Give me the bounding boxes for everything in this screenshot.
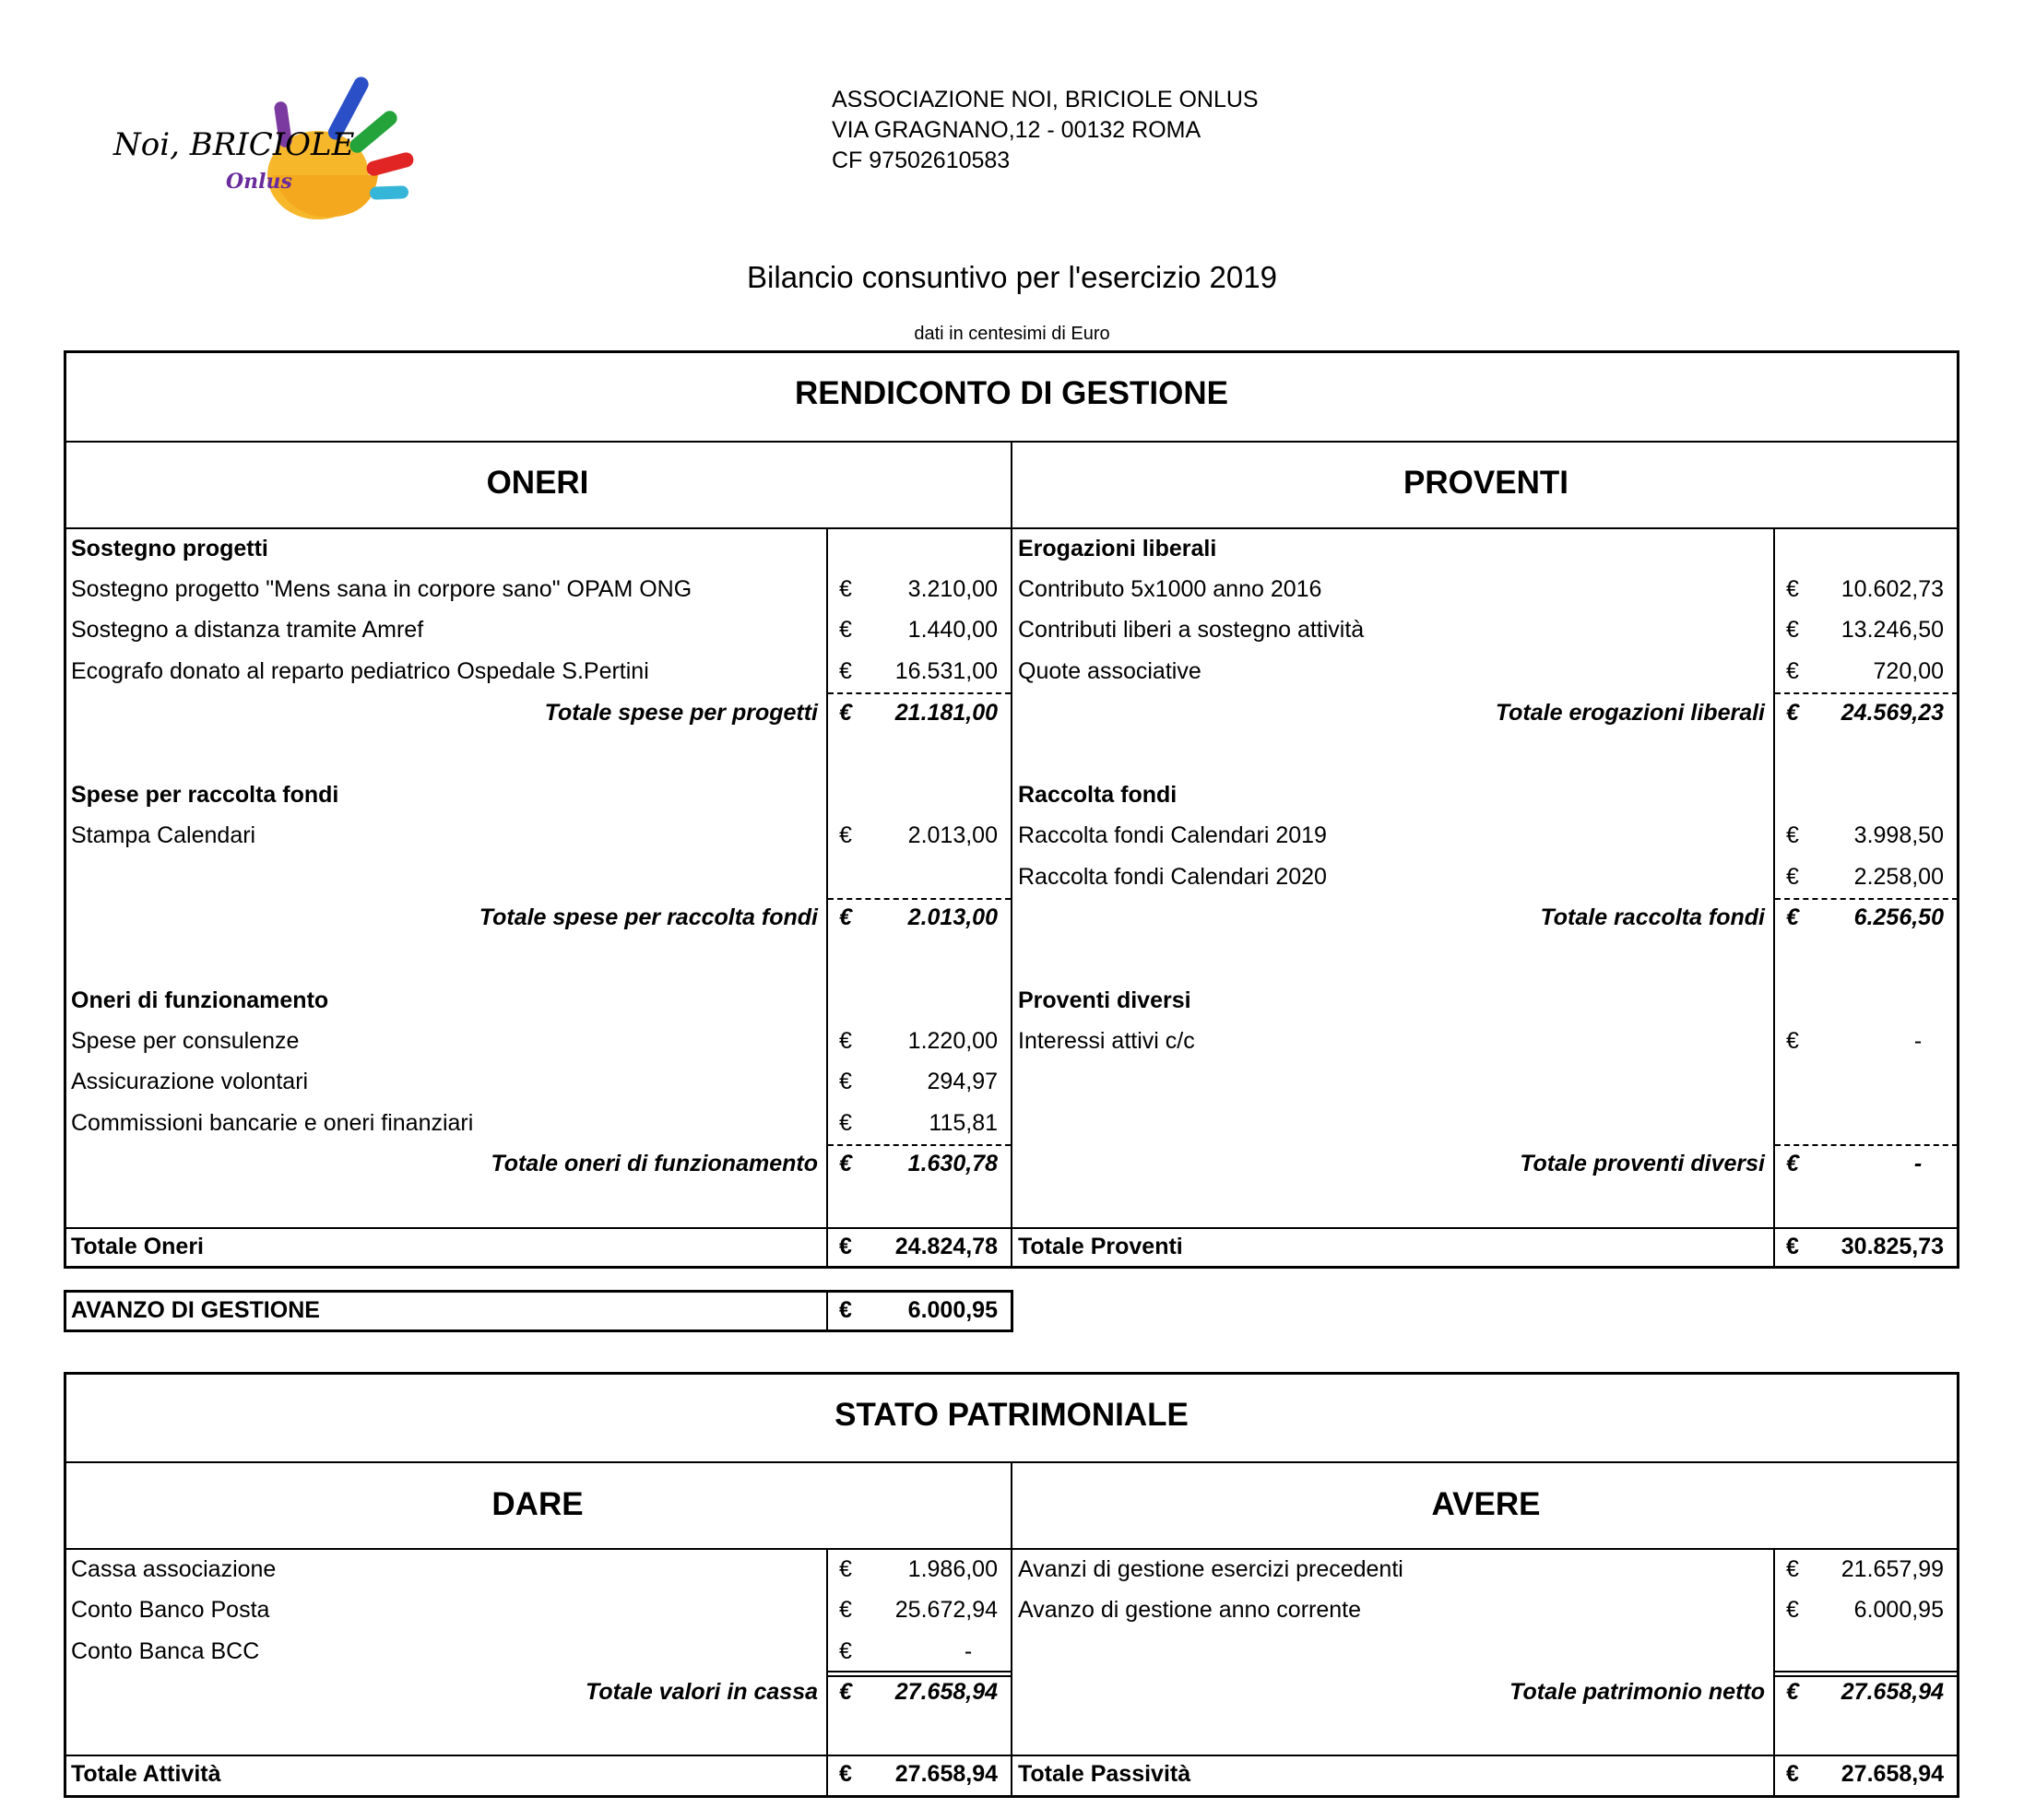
row-value: 294,97 (927, 1069, 998, 1094)
subtotal-value: - (1913, 1151, 1923, 1176)
subtotal-value: 24.569,23 (1841, 700, 1944, 726)
currency-symbol: € (839, 1069, 852, 1094)
total-proventi-label: Totale Proventi (1018, 1234, 1183, 1259)
subtotal-label: Totale proventi diversi (1520, 1151, 1765, 1176)
subtotal-label: Totale valori in cassa (586, 1679, 818, 1705)
subtotal-line (1775, 898, 1958, 900)
row-label: Sostegno progetto "Mens sana in corpore sano" OPAM ONG (71, 576, 692, 602)
row-value: 3.210,00 (907, 576, 998, 602)
row-value: 25.672,94 (894, 1597, 998, 1623)
row-label: Conto Banca BCC (71, 1638, 260, 1664)
stato-title: STATO PATRIMONIALE (834, 1397, 1189, 1433)
logo-text: Noi, BRICIOLE (113, 126, 355, 163)
row-label: Assicurazione volontari (71, 1069, 309, 1094)
currency-symbol: € (1786, 822, 1799, 848)
org-name: ASSOCIAZIONE NOI, BRICIOLE ONLUS (832, 87, 1259, 112)
row-value: 2.258,00 (1853, 864, 1944, 890)
row-value: - (1913, 1028, 1923, 1054)
row-label: Sostegno a distanza tramite Amref (71, 617, 424, 643)
subtotal-value: 6.256,50 (1853, 904, 1944, 930)
currency-symbol: € (1786, 1679, 1799, 1705)
org-address: VIA GRAGNANO,12 - 00132 ROMA (832, 117, 1201, 143)
section-title: Proventi diversi (1018, 987, 1191, 1013)
currency-symbol: € (1786, 1597, 1799, 1623)
logo-subtext: Onlus (226, 170, 292, 194)
subtotal-double-line (828, 1671, 1011, 1677)
currency-symbol: € (839, 1297, 852, 1323)
currency-symbol: € (839, 1638, 852, 1664)
section-title: Raccolta fondi (1018, 782, 1178, 808)
subtotal-line (828, 692, 1011, 694)
section-title: Spese per raccolta fondi (71, 782, 339, 808)
row-value: 16.531,00 (894, 658, 998, 684)
currency-symbol: € (1786, 617, 1799, 643)
subtotal-value: 27.658,94 (894, 1679, 998, 1705)
oneri-header: ONERI (486, 465, 589, 501)
currency-symbol: € (1786, 700, 1799, 726)
currency-symbol: € (839, 822, 852, 848)
currency-symbol: € (839, 1234, 852, 1259)
row-label: Avanzo di gestione anno corrente (1018, 1597, 1362, 1623)
row-value: 1.220,00 (907, 1028, 998, 1054)
subtotal-line (828, 1144, 1011, 1146)
subtotal-line (828, 898, 1011, 900)
row-label: Stampa Calendari (71, 822, 256, 848)
row-label: Cassa associazione (71, 1556, 277, 1582)
currency-symbol: € (1786, 1761, 1799, 1787)
subtotal-value: 27.658,94 (1841, 1679, 1944, 1705)
row-label: Avanzi di gestione esercizi precedenti (1018, 1556, 1403, 1582)
row-value: 1.440,00 (907, 617, 998, 643)
currency-symbol: € (1786, 1151, 1799, 1176)
dare-header: DARE (491, 1486, 584, 1522)
row-label: Raccolta fondi Calendari 2019 (1018, 822, 1327, 848)
avanzo-label: AVANZO DI GESTIONE (71, 1297, 320, 1323)
total-passivita-value: 27.658,94 (1841, 1761, 1944, 1787)
currency-symbol: € (839, 1679, 852, 1705)
rendiconto-title: RENDICONTO DI GESTIONE (795, 375, 1228, 411)
row-label: Contributo 5x1000 anno 2016 (1018, 576, 1322, 602)
avanzo-value: 6.000,95 (907, 1297, 998, 1323)
row-value: 6.000,95 (1853, 1597, 1944, 1623)
row-label: Conto Banco Posta (71, 1597, 270, 1623)
total-oneri-value: 24.824,78 (894, 1234, 998, 1259)
currency-symbol: € (1786, 1234, 1799, 1259)
avere-header: AVERE (1431, 1486, 1541, 1522)
section-title: Erogazioni liberali (1018, 536, 1217, 561)
currency-symbol: € (839, 1110, 852, 1136)
row-label: Contributi liberi a sostegno attività (1018, 617, 1365, 643)
row-value: 720,00 (1873, 658, 1944, 684)
total-attivita-label: Totale Attività (71, 1761, 221, 1787)
currency-symbol: € (839, 658, 852, 684)
subtotal-label: Totale erogazioni liberali (1495, 700, 1765, 726)
currency-symbol: € (839, 1028, 852, 1054)
row-label: Interessi attivi c/c (1018, 1028, 1195, 1054)
section-title: Sostegno progetti (71, 536, 268, 561)
subtotal-label: Totale raccolta fondi (1540, 904, 1765, 930)
org-cf: CF 97502610583 (832, 148, 1011, 173)
row-label: Quote associative (1018, 658, 1201, 684)
subtotal-value: 2.013,00 (907, 904, 998, 930)
row-value: - (964, 1638, 973, 1664)
currency-symbol: € (839, 1151, 852, 1176)
divider (1011, 441, 1012, 1269)
subtotal-label: Totale patrimonio netto (1509, 1679, 1765, 1705)
currency-symbol: € (839, 617, 852, 643)
total-proventi-value: 30.825,73 (1841, 1234, 1944, 1259)
divider (826, 1290, 828, 1332)
subtotal-line (1775, 692, 1958, 694)
section-title: Oneri di funzionamento (71, 987, 329, 1013)
currency-symbol: € (839, 576, 852, 602)
currency-symbol: € (1786, 1028, 1799, 1054)
currency-symbol: € (1786, 576, 1799, 602)
row-value: 2.013,00 (907, 822, 998, 848)
page-subtitle: dati in centesimi di Euro (914, 324, 1110, 344)
row-value: 3.998,50 (1853, 822, 1944, 848)
page-title: Bilancio consuntivo per l'esercizio 2019 (747, 260, 1277, 294)
proventi-header: PROVENTI (1403, 465, 1568, 501)
currency-symbol: € (839, 1597, 852, 1623)
currency-symbol: € (1786, 904, 1799, 930)
row-label: Raccolta fondi Calendari 2020 (1018, 864, 1327, 890)
subtotal-label: Totale spese per progetti (544, 700, 818, 726)
total-attivita-value: 27.658,94 (894, 1761, 998, 1787)
currency-symbol: € (839, 700, 852, 726)
total-oneri-label: Totale Oneri (71, 1234, 205, 1259)
row-label: Commissioni bancarie e oneri finanziari (71, 1110, 474, 1136)
row-label: Ecografo donato al reparto pediatrico Ospedale S.Pertini (71, 658, 649, 684)
subtotal-line (1775, 1144, 1958, 1146)
currency-symbol: € (1786, 658, 1799, 684)
currency-symbol: € (839, 904, 852, 930)
row-value: 21.657,99 (1841, 1556, 1944, 1582)
row-value: 13.246,50 (1841, 617, 1944, 643)
currency-symbol: € (1786, 864, 1799, 890)
currency-symbol: € (839, 1761, 852, 1787)
currency-symbol: € (839, 1556, 852, 1582)
subtotal-value: 1.630,78 (907, 1151, 998, 1176)
logo (106, 65, 438, 230)
currency-symbol: € (1786, 1556, 1799, 1582)
row-value: 10.602,73 (1841, 576, 1944, 602)
subtotal-double-line (1775, 1671, 1958, 1677)
total-passivita-label: Totale Passività (1018, 1761, 1191, 1787)
row-label: Spese per consulenze (71, 1028, 300, 1054)
row-value: 1.986,00 (907, 1556, 998, 1582)
subtotal-label: Totale oneri di funzionamento (491, 1151, 818, 1176)
row-value: 115,81 (929, 1110, 998, 1136)
subtotal-label: Totale spese per raccolta fondi (479, 904, 818, 930)
subtotal-value: 21.181,00 (894, 700, 998, 726)
